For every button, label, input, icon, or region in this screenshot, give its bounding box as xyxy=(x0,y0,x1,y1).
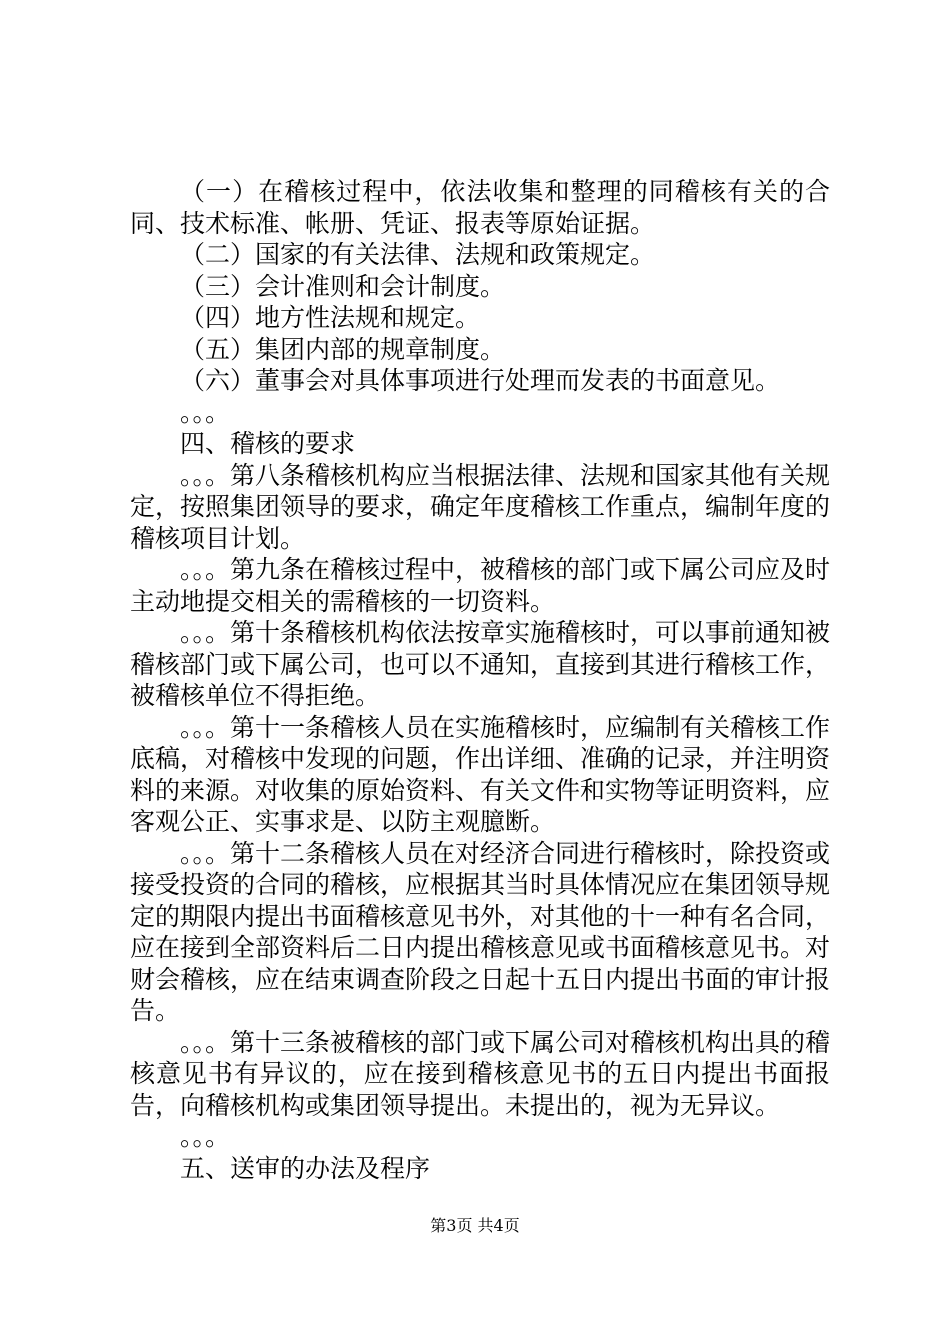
section-heading: 四、稽核的要求 xyxy=(180,429,356,458)
basis-item-1: （一）在稽核过程中，依法收集和整理的同稽核有关的合同、技术标准、帐册、凭证、报表等原始证据。 xyxy=(130,177,830,238)
article-13: 。。。第十三条被稽核的部门或下属公司对稽核机构出具的稽核意见书有异议的，应在接到稽核意见书的五日内提出书面报告，向稽核机构或集团领导提出。未提出的，视为无异议。 xyxy=(130,1027,831,1120)
basis-item-2: （二）国家的有关法律、法规和政策规定。 xyxy=(180,240,656,269)
basis-item-3: （三）会计准则和会计制度。 xyxy=(180,271,506,301)
page-footer: 第3页 共4页 xyxy=(430,1216,520,1235)
article-10: 。。。第十条稽核机构依法按章实施稽核时，可以事前通知被稽核部门或下属公司，也可以不通知，直接到其进行稽核工作，被稽核单位不得拒绝。 xyxy=(130,618,831,710)
article-11: 。。。第十一条稽核人员在实施稽核时，应编制有关稽核工作底稿，对稽核中发现的问题，作出详细、准确的记录，并注明资料的来源。对收集的原始资料、有关文件和实物等证明资料，应客观公正、实事求是、以防主观臆断。 xyxy=(130,712,831,836)
article-12: 。。。第十二条稽核人员在对经济合同进行稽核时，除投资或接受投资的合同的稽核，应根据其当时具体情况应在集团领导规定的期限内提出书面稽核意见书外，对其他的十一种有名合同，应在接到全部资料后二日内提出稽核意见或书面稽核意见书。对财会稽核，应在结束调查阶段之日起十五日内提出书面的审计报告。 xyxy=(130,838,831,1025)
basis-item-5: （五）集团内部的规章制度。 xyxy=(180,334,506,364)
article-8: 。。。第八条稽核机构应当根据法律、法规和国家其他有关规定，按照集团领导的要求，确定年度稽核工作重点，编制年度的稽核项目计划。 xyxy=(130,460,831,553)
basis-item-6: （六）董事会对具体事项进行处理而发表的书面意见。 xyxy=(180,366,781,395)
ellipsis-marks: 。。。 xyxy=(180,1122,231,1151)
ellipsis-marks: 。。。 xyxy=(180,397,231,427)
document-body xyxy=(130,176,830,1184)
basis-item-4: （四）地方性法规和规定。 xyxy=(180,303,481,332)
section-heading: 五、送审的办法及程序 xyxy=(180,1153,431,1183)
article-9: 。。。第九条在稽核过程中，被稽核的部门或下属公司应及时主动地提交相关的需稽核的一切资料。 xyxy=(130,555,831,616)
